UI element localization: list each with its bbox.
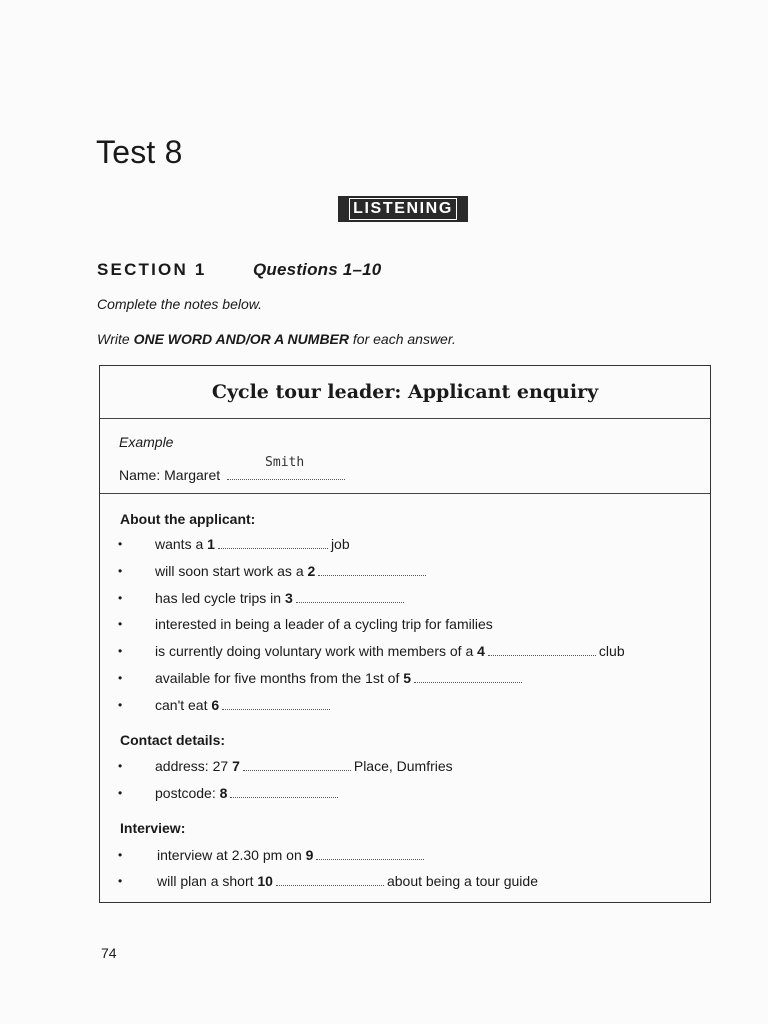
- item-text-after: Place, Dumfries: [353, 758, 453, 774]
- item-text-after: club: [598, 643, 625, 659]
- list-item: [155, 670, 525, 686]
- listening-badge: [338, 196, 468, 222]
- item-text: will plan a short: [157, 873, 254, 889]
- bullet-icon: •: [118, 671, 123, 685]
- instruction-word-limit: [97, 331, 456, 347]
- question-number: 7: [232, 758, 240, 774]
- section-label: SECTION 1: [97, 260, 207, 279]
- example-name: [119, 455, 348, 483]
- page-number: 74: [101, 945, 117, 961]
- item-text: is currently doing voluntary work with members of a: [155, 643, 474, 659]
- item-text: address: 27: [155, 758, 229, 774]
- answer-blank[interactable]: [230, 787, 338, 798]
- test-title: Test 8: [96, 134, 183, 170]
- answer-blank[interactable]: [243, 760, 351, 771]
- bullet-icon: •: [118, 698, 123, 712]
- item-text: postcode:: [155, 785, 216, 801]
- bullet-icon: •: [118, 617, 123, 631]
- list-item: [157, 873, 538, 889]
- item-text-after: job: [330, 536, 350, 552]
- bullet-icon: •: [118, 786, 123, 800]
- item-text: will soon start work as a: [155, 563, 304, 579]
- answer-blank[interactable]: [414, 672, 522, 683]
- list-item: [155, 563, 429, 579]
- form-title: Cycle tour leader: Applicant enquiry: [100, 366, 710, 419]
- question-number: 6: [211, 697, 220, 713]
- section-questions: Questions 1–10: [253, 260, 382, 279]
- notes-box: [99, 365, 711, 903]
- list-item: [155, 590, 407, 606]
- bullet-icon: •: [118, 564, 123, 578]
- question-number: 10: [257, 873, 273, 889]
- section-header: [97, 260, 382, 280]
- answer-blank[interactable]: [318, 565, 426, 576]
- answer-blank[interactable]: [488, 645, 596, 656]
- answer-blank[interactable]: [222, 699, 330, 710]
- answer-blank[interactable]: [276, 875, 384, 886]
- instruction-bold: ONE WORD AND/OR A NUMBER: [133, 331, 349, 347]
- notes-heading: Contact details:: [120, 732, 226, 748]
- notes-heading: Interview:: [120, 820, 186, 836]
- answer-blank[interactable]: [218, 538, 328, 549]
- bullet-icon: •: [118, 537, 123, 551]
- list-item: [155, 785, 341, 801]
- instruction-pre: Write: [97, 331, 130, 347]
- bullet-icon: •: [118, 591, 123, 605]
- question-number: 3: [284, 590, 293, 606]
- item-text: wants a: [155, 536, 204, 552]
- example-name-prefix: Name: Margaret: [119, 467, 221, 483]
- list-item: [157, 847, 427, 863]
- question-number: 2: [307, 563, 316, 579]
- list-item: [155, 643, 625, 659]
- list-item: [155, 758, 453, 774]
- item-text: has led cycle trips in: [155, 590, 282, 606]
- bullet-icon: •: [118, 874, 123, 888]
- example-label: Example: [119, 434, 174, 450]
- question-number: 4: [477, 643, 485, 659]
- item-text: available for five months from the 1st of: [155, 670, 400, 686]
- item-text-after: about being a tour guide: [386, 873, 538, 889]
- question-number: 1: [207, 536, 215, 552]
- bullet-icon: •: [118, 644, 123, 658]
- answer-blank[interactable]: [316, 849, 424, 860]
- example-area: [100, 419, 710, 494]
- list-item: [155, 536, 350, 552]
- notes-heading: About the applicant:: [120, 511, 256, 527]
- list-item: [155, 616, 493, 632]
- instruction-post: for each answer.: [352, 331, 456, 347]
- bullet-icon: •: [118, 759, 123, 773]
- question-number: 8: [219, 785, 228, 801]
- question-number: 9: [305, 847, 314, 863]
- bullet-icon: •: [118, 848, 123, 862]
- example-answer: Smith: [265, 455, 305, 470]
- list-item: [155, 697, 333, 713]
- listening-badge-label: LISTENING: [349, 198, 457, 220]
- instruction-complete-notes: Complete the notes below.: [97, 296, 262, 312]
- item-text: interested in being a leader of a cycling trip for families: [155, 616, 493, 632]
- item-text: interview at 2.30 pm on: [157, 847, 302, 863]
- item-text: can't eat: [155, 697, 208, 713]
- example-answer-blank: [227, 455, 345, 480]
- question-number: 5: [403, 670, 412, 686]
- answer-blank[interactable]: [296, 592, 404, 603]
